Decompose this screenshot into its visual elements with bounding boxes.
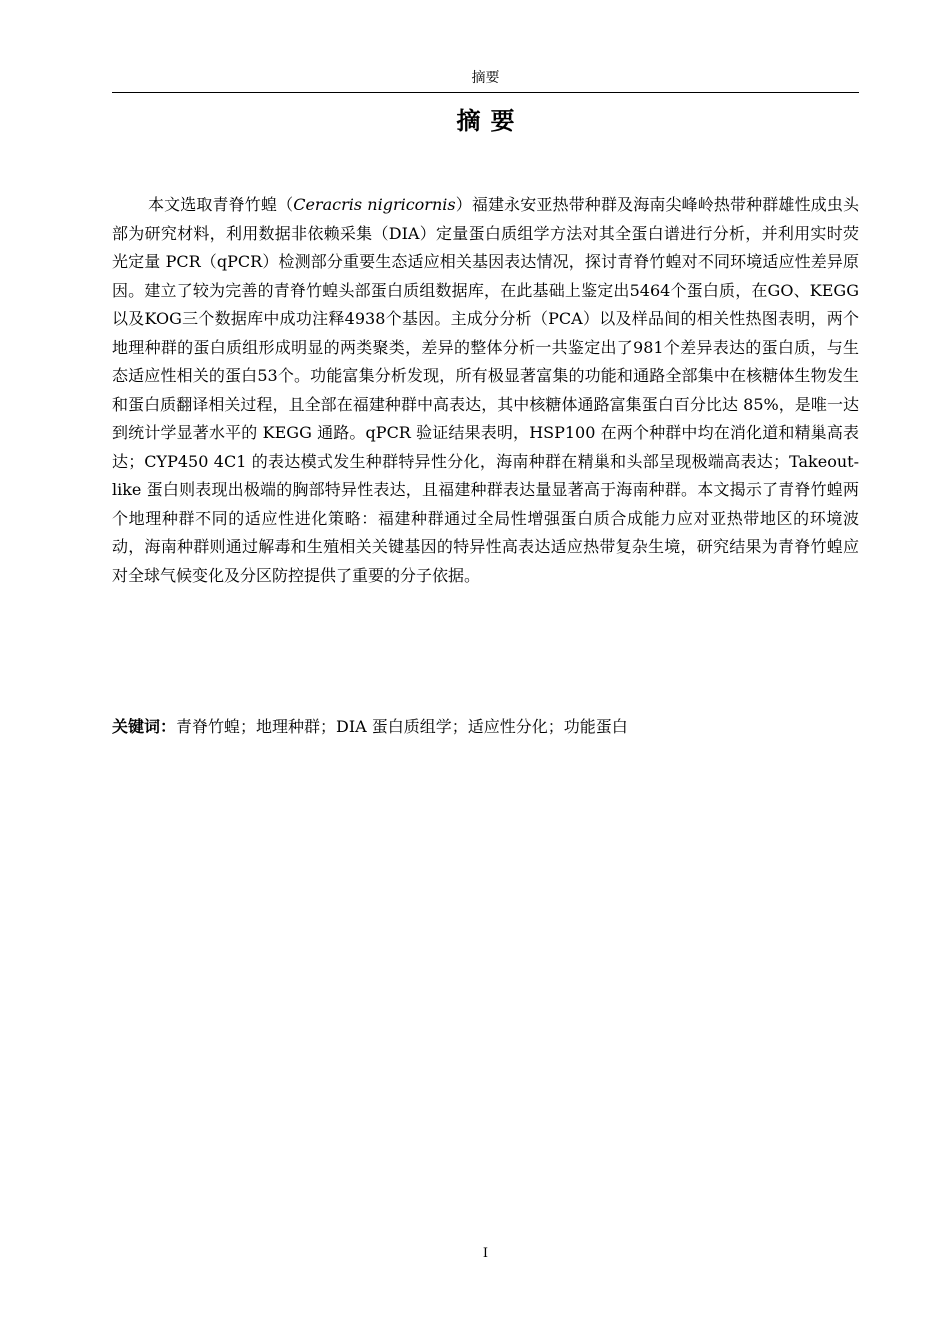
keywords-list: 青脊竹蝗；地理种群；DIA 蛋白质组学；适应性分化；功能蛋白 [176,717,628,736]
header-divider [112,92,859,93]
page-number: I [482,1246,489,1261]
keywords-label: 关键词： [112,717,177,736]
keywords-line [112,713,859,741]
page-title: 摘要 [456,107,525,135]
abstract-lead: 本文选取青脊竹蝗（ [148,195,294,214]
species-latin-name: Ceracris nigricornis [293,195,456,214]
abstract-paragraph [112,191,859,590]
running-header: 摘要 [471,70,500,86]
abstract-body: ）福建永安亚热带种群及海南尖峰岭热带种群雄性成虫头部为研究材料，利用数据非依赖采集（DIA）定量蛋白质组学方法对其全蛋白谱进行分析，并利用实时荧光定量 PCR（qPCR）检测部分重要生态适应相关基因表达情况，探讨青脊竹蝗对不同环境适应性差异原因。建立了较为完善的青脊竹蝗头部蛋白质组数据库，在此基础上鉴定出5464个蛋白质，在GO、KEGG以及KOG三个数据库中成功注释4938个基因。主成分分析（PCA）以及样品间的相关性热图表明，两个地理种群的蛋白质组形成明显的两类聚类，差异的整体分析一共鉴定出了981个差异表达的蛋白质，与生态适应性相关的蛋白53个。功能富集分析发现，所有极显著富集的功能和通路全部集中在核糖体生物发生和蛋白质翻译相关过程，且全部在福建种群中高表达，其中核糖体通路富集蛋白百分比达 85%，是唯一达到统计学显著水平的 KEGG 通路。qPCR 验证结果表明，HSP100 在两个种群中均在消化道和精巢高表达；CYP450 4C1 的表达模式发生种群特异性分化，海南种群在精巢和头部呈现极端高表达；Takeout-like 蛋白则表现出极端的胸部特异性表达，且福建种群表达量显著高于海南种群。本文揭示了青脊竹蝗两个地理种群不同的适应性进化策略：福建种群通过全局性增强蛋白质合成能力应对亚热带地区的环境波动，海南种群则通过解毒和生殖相关关键基因的特异性高表达适应热带复杂生境，研究结果为青脊竹蝗应对全球气候变化及分区防控提供了重要的分子依据。 [112,195,859,585]
